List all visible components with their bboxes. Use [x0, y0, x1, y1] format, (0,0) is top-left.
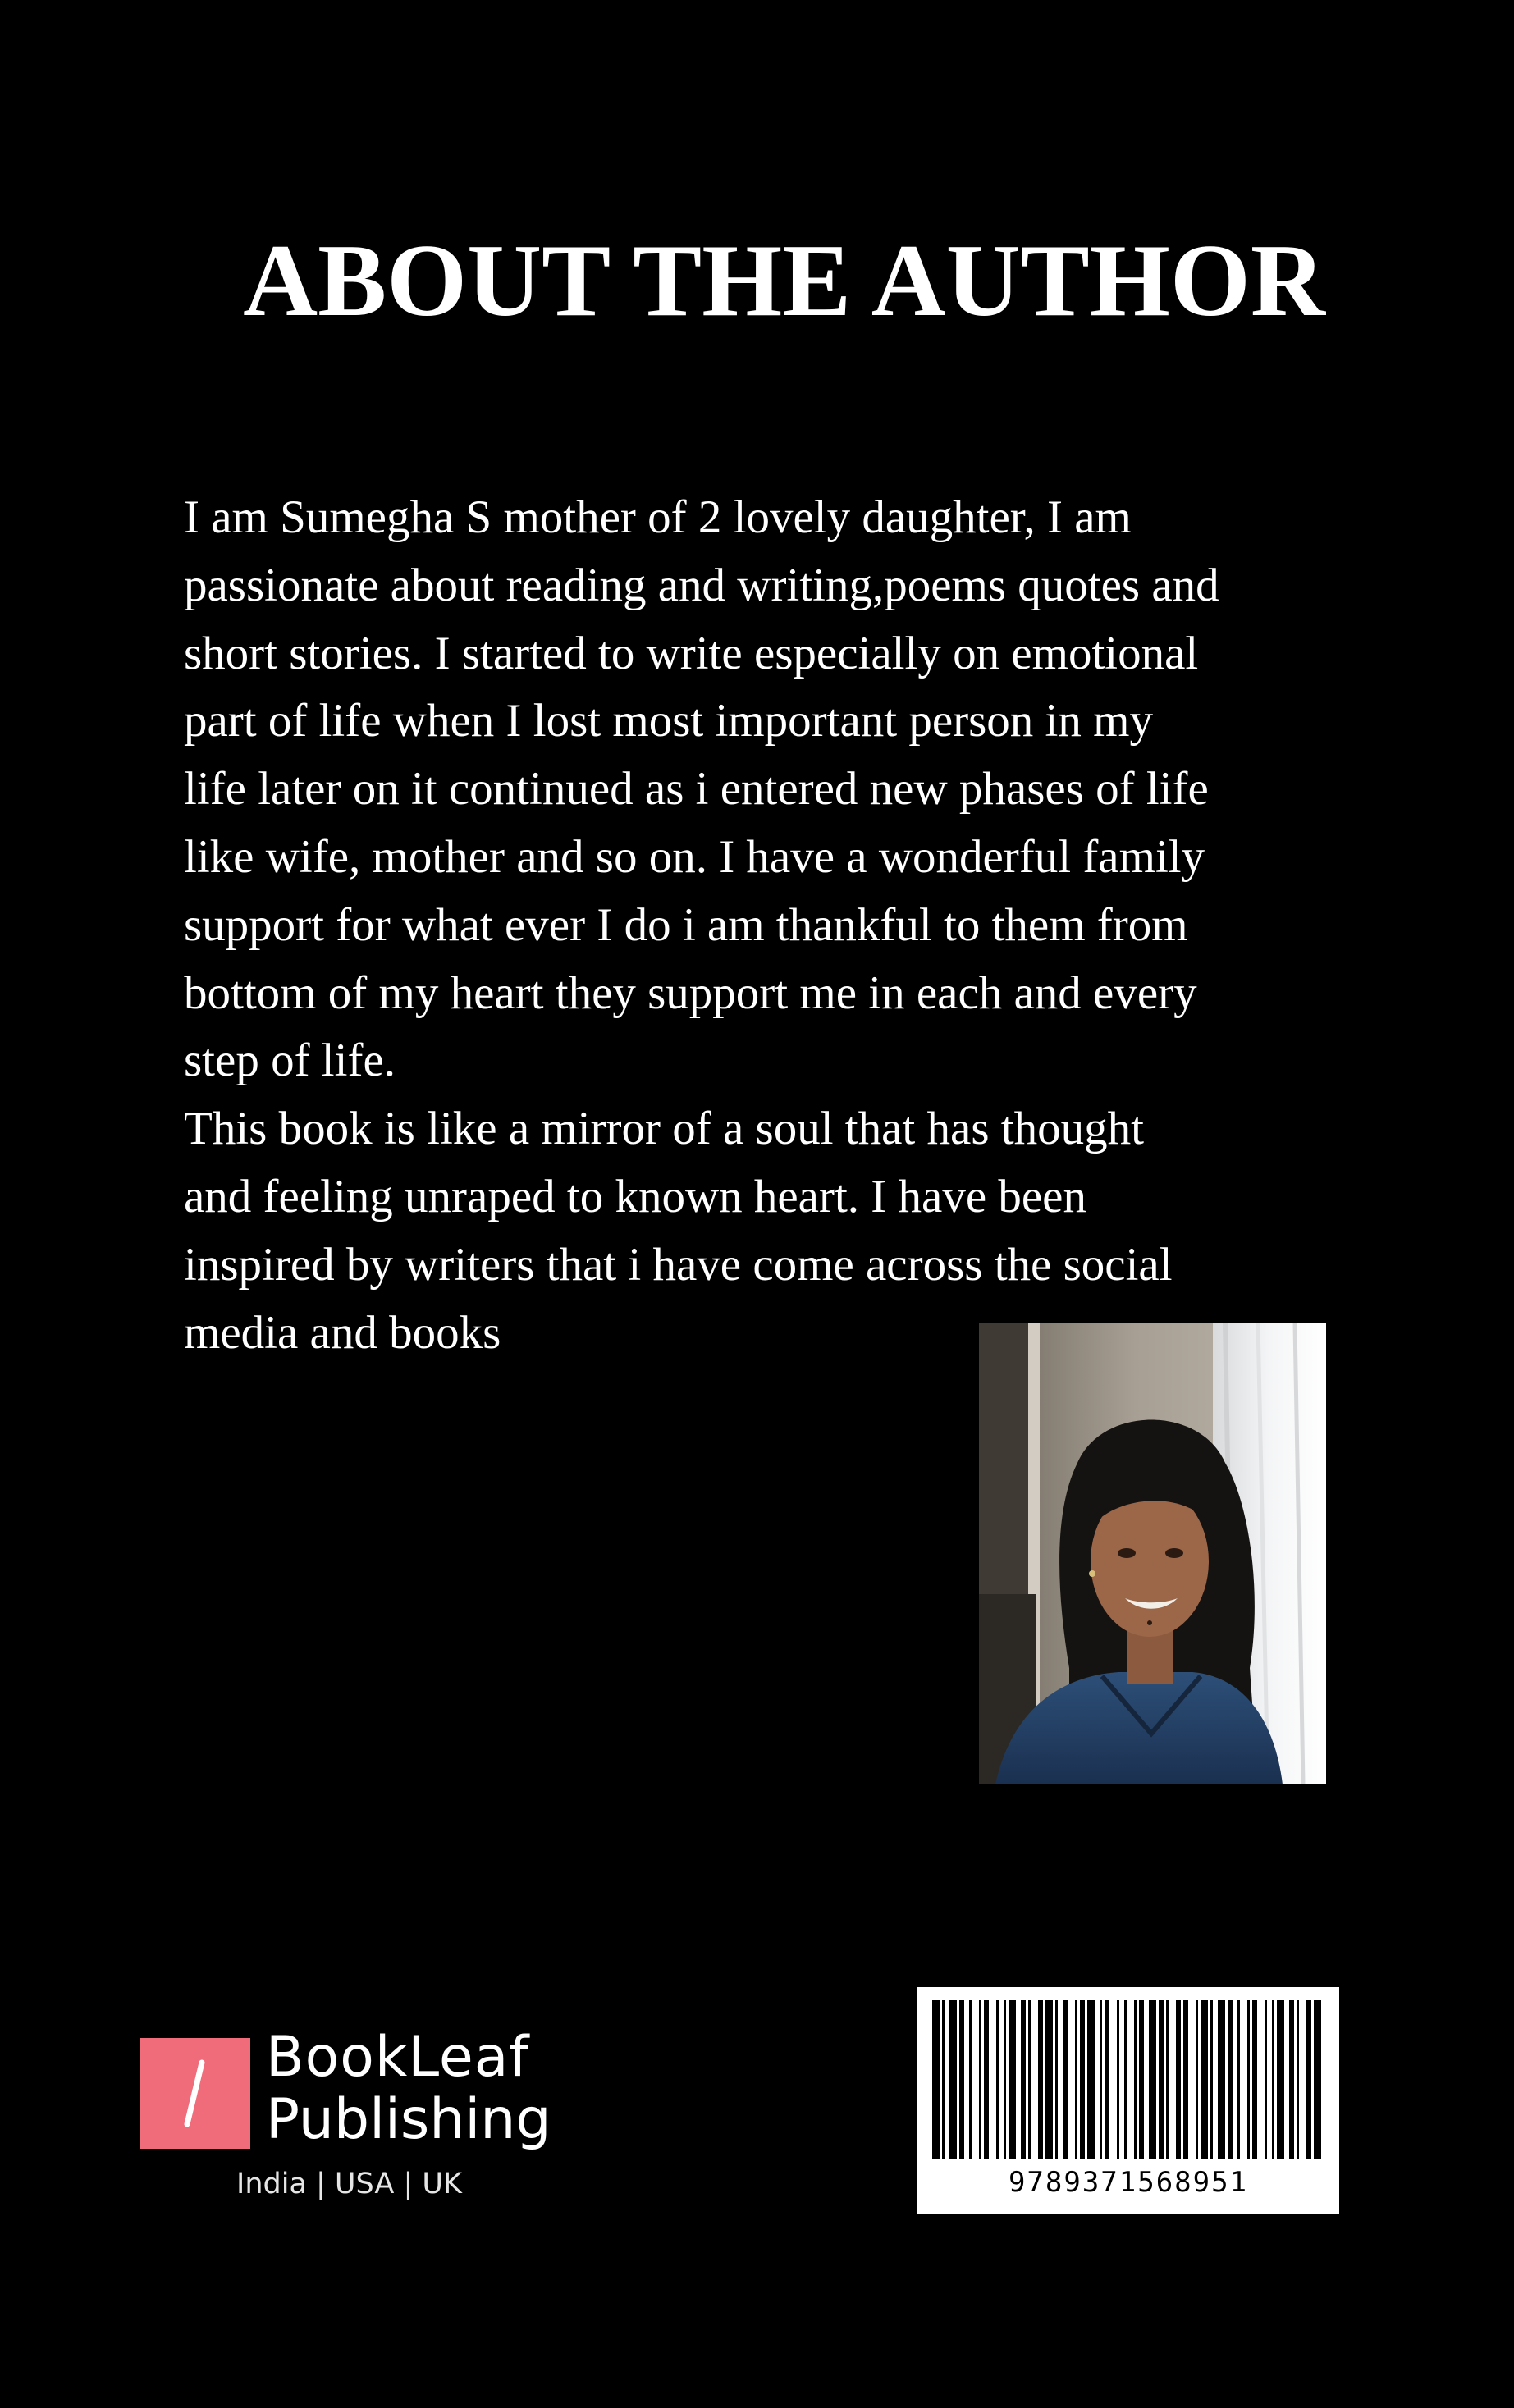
barcode-bar	[984, 2000, 989, 2159]
bio-line: and feeling unraped to known heart. I have been	[184, 1170, 1086, 1222]
barcode-bar	[979, 2000, 981, 2159]
barcode-bar	[1021, 2000, 1026, 2159]
bio-line: short stories. I started to write especially on emotional	[184, 627, 1199, 679]
barcode-bar	[1218, 2000, 1225, 2159]
barcode-bar	[1314, 2000, 1321, 2159]
barcode-bar	[1306, 2000, 1311, 2159]
barcode-bar	[1080, 2000, 1085, 2159]
bio-line: step of life.	[184, 1035, 396, 1087]
bio-line: life later on it continued as i entered new phases of life	[184, 763, 1209, 816]
isbn-barcode	[917, 1987, 1339, 2214]
barcode-bar	[1252, 2000, 1257, 2159]
barcode-bar	[1028, 2000, 1031, 2159]
barcode-bar	[1237, 2000, 1240, 2159]
barcode-bar	[1159, 2000, 1164, 2159]
barcode-bar	[1265, 2000, 1267, 2159]
publisher-logo	[140, 2026, 566, 2207]
barcode-bar	[1124, 2000, 1127, 2159]
barcode-bar	[1201, 2000, 1208, 2159]
barcode-bar	[1063, 2000, 1068, 2159]
page-title: ABOUT THE AUTHOR	[243, 224, 1325, 338]
publisher-name-line2: Publishing	[266, 2087, 551, 2152]
barcode-bar	[969, 2000, 972, 2159]
barcode-bar	[1210, 2000, 1213, 2159]
barcode-bar	[1087, 2000, 1095, 2159]
barcode-bar	[1183, 2000, 1188, 2159]
publisher-regions: India | USA | UK	[236, 2168, 462, 2200]
barcode-bar	[1247, 2000, 1250, 2159]
barcode-bar	[1105, 2000, 1109, 2159]
bio-line: passionate about reading and writing,poems quotes and	[184, 559, 1219, 611]
barcode-bar	[1149, 2000, 1156, 2159]
bio-line: support for what ever I do i am thankful to them from	[184, 898, 1188, 951]
barcode-bar	[1100, 2000, 1102, 2159]
barcode-bar	[949, 2000, 957, 2159]
barcode-bar	[1289, 2000, 1294, 2159]
slash-icon	[140, 2038, 250, 2149]
bio-line: This book is like a mirror of a soul that has thought	[184, 1103, 1144, 1155]
barcode-bar	[942, 2000, 945, 2159]
barcode-bar	[1075, 2000, 1077, 2159]
bio-line: media and books	[184, 1306, 501, 1359]
barcode-bar	[959, 2000, 964, 2159]
publisher-name-line1: BookLeaf	[266, 2025, 530, 2090]
barcode-bar	[1196, 2000, 1198, 2159]
barcode-bar	[1038, 2000, 1043, 2159]
bio-line: bottom of my heart they support me in each and every	[184, 966, 1197, 1019]
barcode-bar	[1139, 2000, 1144, 2159]
barcode-bar	[1166, 2000, 1169, 2159]
bio-line: part of life when I lost most important person in my	[184, 695, 1153, 747]
barcode-bar	[1228, 2000, 1233, 2159]
barcode-bar	[1117, 2000, 1119, 2159]
isbn-number: 9789371568951	[1008, 2166, 1249, 2199]
author-photo	[979, 1323, 1326, 1784]
author-bio	[184, 484, 1365, 1367]
barcode-bar	[932, 2000, 940, 2159]
barcode-bar	[1277, 2000, 1284, 2159]
barcode-bar	[1055, 2000, 1058, 2159]
barcode-bar	[1134, 2000, 1137, 2159]
barcode-bar	[1272, 2000, 1274, 2159]
barcode-bar	[1009, 2000, 1016, 2159]
barcode-bar	[1297, 2000, 1299, 2159]
logo-box	[140, 2038, 250, 2149]
bio-line: I am Sumegha S mother of 2 lovely daughter, I am	[184, 491, 1132, 543]
barcode-bar	[1004, 2000, 1006, 2159]
bio-line: like wife, mother and so on. I have a wonderful family	[184, 830, 1205, 883]
bio-line: inspired by writers that i have come across the social	[184, 1238, 1173, 1291]
barcode-bar	[996, 2000, 999, 2159]
author-photo-illustration	[979, 1323, 1326, 1784]
barcode-bar	[1176, 2000, 1181, 2159]
barcode-bar	[1045, 2000, 1053, 2159]
